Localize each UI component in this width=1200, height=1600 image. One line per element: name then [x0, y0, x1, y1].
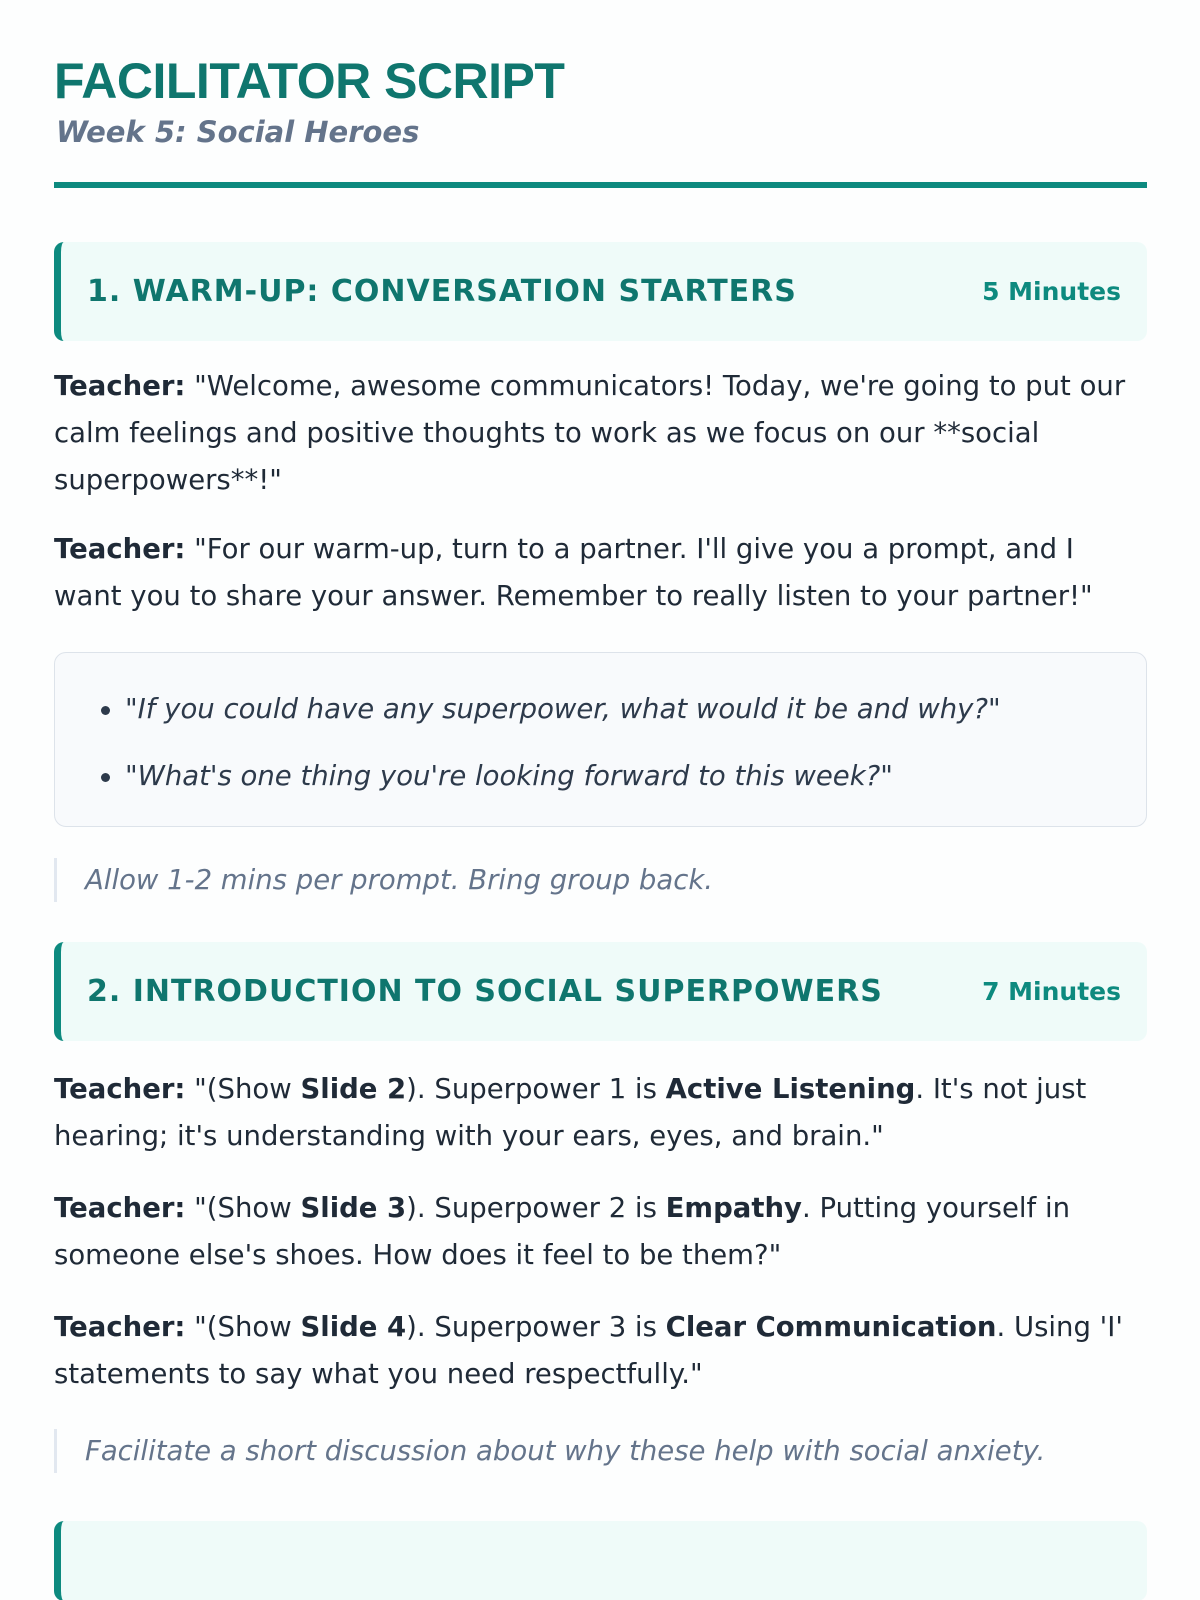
script-text: ). Superpower 1 is [406, 1073, 666, 1105]
script-text: "Welcome, awesome communicators! Today, we're going to put our calm feelings and positive thoughts to work as we focus on our **social superpowers**!" [54, 370, 1126, 496]
script-text: ). Superpower 3 is [406, 1311, 666, 1343]
document-title: FACILITATOR SCRIPT [54, 53, 565, 109]
section-duration: 5 Minutes [982, 277, 1121, 306]
script-text: . Using 'I' statements to say what you need respectfully." [54, 1311, 1123, 1390]
speaker-label: Teacher: [54, 1311, 186, 1343]
facilitator-note: Facilitate a short discussion about why these help with social anxiety. [54, 1429, 1146, 1473]
script-line [54, 363, 1147, 504]
prompt-text: "If you could have any superpower, what would it be and why?" [125, 693, 1001, 725]
script-line [54, 1066, 1147, 1160]
slide-reference: Slide 4 [300, 1311, 407, 1343]
slide-reference: Slide 2 [300, 1073, 407, 1105]
script-text: . It's not just hearing; it's understanding with your ears, eyes, and brain." [54, 1073, 1087, 1152]
speaker-label: Teacher: [54, 1192, 186, 1224]
section-title: 1. WARM-UP: CONVERSATION STARTERS [87, 274, 797, 309]
facilitator-note: Allow 1-2 mins per prompt. Bring group back. [54, 858, 1146, 902]
title-divider [54, 182, 1147, 188]
slide-reference: Slide 3 [300, 1192, 407, 1224]
speaker-label: Teacher: [54, 533, 186, 565]
section-title: 2. INTRODUCTION TO SOCIAL SUPERPOWERS [87, 974, 883, 1009]
superpower-name: Active Listening [665, 1073, 916, 1105]
script-text: "For our warm-up, turn to a partner. I'll give you a prompt, and I want you to share your answer. Remember to really listen to your partner!" [54, 533, 1093, 612]
prompt-box [54, 652, 1147, 827]
script-line [54, 1304, 1147, 1398]
script-line [54, 1185, 1147, 1279]
bullet-icon [101, 773, 110, 782]
script-text: "(Show [185, 1311, 301, 1343]
script-text: "(Show [185, 1192, 301, 1224]
speaker-label: Teacher: [54, 1073, 186, 1105]
bullet-icon [101, 706, 110, 715]
prompt-item [99, 756, 1116, 796]
document-subtitle: Week 5: Social Heroes [56, 115, 420, 149]
section-header-next [54, 1521, 1147, 1600]
superpower-name: Empathy [665, 1192, 802, 1224]
prompt-item [99, 689, 1116, 729]
section-duration: 7 Minutes [982, 977, 1121, 1006]
speaker-label: Teacher: [54, 370, 186, 402]
script-line [54, 526, 1147, 620]
script-text: ). Superpower 2 is [406, 1192, 666, 1224]
script-text: . Putting yourself in someone else's shoes. How does it feel to be them?" [54, 1192, 1071, 1271]
section-header-introduction [54, 942, 1147, 1041]
section-header-warm-up [54, 242, 1147, 341]
superpower-name: Clear Communication [665, 1311, 997, 1343]
script-text: "(Show [185, 1073, 301, 1105]
prompt-text: "What's one thing you're looking forward to this week?" [125, 760, 893, 792]
